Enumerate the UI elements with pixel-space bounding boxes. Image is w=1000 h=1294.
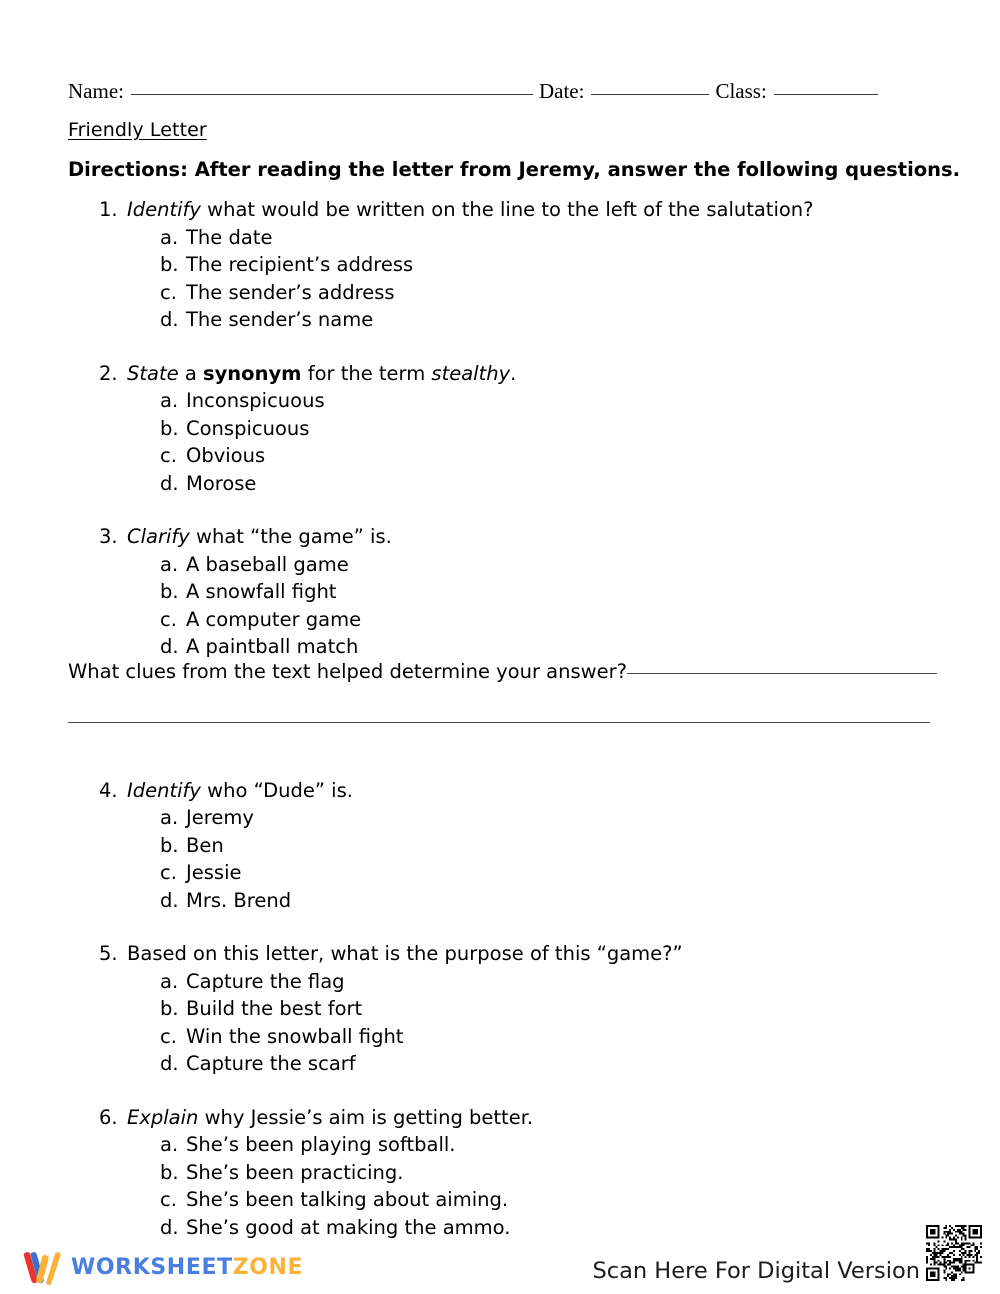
question-stem [0, 940, 1000, 968]
choice-letter: b. [160, 833, 179, 857]
question-text-part: Based on this letter, what is the purpose of this “game?” [127, 942, 683, 965]
choice-list [0, 804, 1000, 914]
question-text-part: a [178, 361, 203, 385]
free-response-block [68, 658, 930, 686]
choice-letter: b. [160, 997, 179, 1020]
choice-letter: d. [160, 1052, 179, 1075]
choice-letter: a. [160, 806, 179, 829]
question-number: 3. [99, 525, 118, 548]
choice-text: Morose [186, 471, 257, 495]
question-stem [0, 523, 1000, 551]
choice-option[interactable] [0, 306, 1000, 334]
question-text [127, 777, 1000, 805]
choice-option[interactable] [0, 551, 1000, 579]
choice-letter: a. [160, 1133, 179, 1156]
choice-letter: c. [160, 1024, 177, 1048]
choice-text: Capture the flag [186, 969, 345, 993]
choice-option[interactable] [0, 804, 1000, 832]
free-response-prompt: What clues from the text helped determine your answer? [68, 660, 627, 683]
question-block [0, 523, 1000, 661]
choice-letter: b. [160, 416, 179, 440]
choice-text: Capture the scarf [186, 1052, 356, 1075]
date-blank-line[interactable] [591, 94, 709, 95]
choice-text: Obvious [186, 444, 266, 467]
question-number: 6. [99, 1105, 118, 1129]
question-stem [0, 1104, 1000, 1132]
name-label: Name: [68, 79, 124, 103]
question-verb: Clarify [127, 525, 190, 548]
choice-letter: a. [160, 969, 179, 993]
choice-letter: c. [160, 444, 177, 467]
choice-text: Win the snowball fight [186, 1024, 404, 1048]
class-blank-line[interactable] [774, 94, 878, 95]
choice-text: She’s good at making the ammo. [186, 1215, 511, 1239]
choice-option[interactable] [0, 415, 1000, 443]
free-response-line-2[interactable] [68, 722, 930, 723]
choice-option[interactable] [0, 968, 1000, 996]
choice-letter: b. [160, 253, 179, 276]
choice-letter: c. [160, 607, 177, 631]
question-text [127, 1104, 1000, 1132]
choice-text: Jeremy [186, 806, 254, 829]
question-text [127, 196, 1000, 224]
choice-option[interactable] [0, 1159, 1000, 1187]
choice-option[interactable] [0, 1023, 1000, 1051]
logo-word-zone: ZONE [232, 1255, 304, 1280]
question-term: stealthy [431, 361, 511, 385]
choice-option[interactable] [0, 995, 1000, 1023]
choice-option[interactable] [0, 606, 1000, 634]
worksheet-zone-logo[interactable] [22, 1246, 303, 1290]
question-text-part: what would be written on the line to the left of the salutation? [200, 198, 814, 221]
choice-option[interactable] [0, 633, 1000, 661]
choice-letter: c. [160, 280, 177, 304]
question-number: 1. [99, 198, 118, 221]
choice-option[interactable] [0, 1186, 1000, 1214]
choice-option[interactable] [0, 887, 1000, 915]
choice-letter: b. [160, 580, 179, 603]
question-verb: Identify [127, 198, 201, 221]
choice-text: The sender’s address [186, 280, 395, 304]
choice-letter: c. [160, 1188, 177, 1211]
scan-here-text: Scan Here For Digital Version [592, 1258, 920, 1284]
page-title: Friendly Letter [68, 119, 207, 141]
choice-list [0, 968, 1000, 1078]
choice-option[interactable] [0, 859, 1000, 887]
logo-word-worksheet: WORKSHEET [71, 1255, 233, 1280]
class-label: Class: [715, 79, 767, 103]
choice-text: Inconspicuous [186, 389, 325, 412]
choice-letter: a. [160, 389, 179, 412]
choice-option[interactable] [0, 279, 1000, 307]
choice-option[interactable] [0, 832, 1000, 860]
choice-letter: d. [160, 1215, 179, 1239]
choice-letter: d. [160, 308, 179, 331]
question-text-part: . [510, 361, 517, 385]
question-block [0, 940, 1000, 1078]
choice-letter: d. [160, 888, 179, 912]
choice-text: Ben [186, 833, 224, 857]
choice-text: Build the best fort [186, 997, 363, 1020]
qr-code-icon[interactable] [926, 1225, 982, 1281]
question-verb: Explain [127, 1105, 199, 1129]
choice-list [0, 551, 1000, 661]
question-text-part: why Jessie’s aim is getting better. [198, 1105, 534, 1129]
question-number: 2. [99, 361, 118, 385]
page-footer [0, 1220, 1000, 1294]
choice-option[interactable] [0, 442, 1000, 470]
choice-text: The recipient’s address [186, 253, 414, 276]
name-blank-line[interactable] [131, 94, 533, 95]
choice-text: The sender’s name [186, 308, 374, 331]
choice-text: She’s been practicing. [186, 1160, 404, 1184]
question-block [0, 196, 1000, 334]
choice-letter: d. [160, 635, 179, 658]
choice-text: She’s been talking about aiming. [186, 1188, 509, 1211]
choice-letter: a. [160, 225, 179, 249]
choice-letter: b. [160, 1160, 179, 1184]
question-number: 4. [99, 778, 118, 802]
choice-letter: d. [160, 471, 179, 495]
question-text [127, 523, 1000, 551]
question-stem [0, 196, 1000, 224]
choice-text: A computer game [186, 607, 362, 631]
choice-text: Jessie [186, 861, 242, 884]
choice-text: A baseball game [186, 552, 349, 576]
choice-text: She’s been playing softball. [186, 1133, 456, 1156]
choice-text: A paintball match [186, 635, 359, 658]
choice-text: Conspicuous [186, 416, 310, 440]
free-response-line-1[interactable] [627, 673, 937, 674]
choice-option[interactable] [0, 1131, 1000, 1159]
choice-letter: a. [160, 552, 179, 576]
directions-text: Directions: After reading the letter from Jeremy, answer the following questions. [68, 158, 961, 181]
choice-letter: c. [160, 861, 177, 884]
question-number: 5. [99, 942, 118, 965]
choice-option[interactable] [0, 387, 1000, 415]
choice-option[interactable] [0, 224, 1000, 252]
choice-option[interactable] [0, 578, 1000, 606]
choice-text: Mrs. Brend [186, 888, 292, 912]
question-list [0, 196, 1000, 1241]
question-stem [0, 360, 1000, 388]
question-keyword: synonym [202, 361, 302, 385]
question-text [127, 360, 1000, 388]
logo-wordmark [71, 1257, 303, 1279]
question-verb: Identify [127, 778, 201, 802]
question-stem [0, 777, 1000, 805]
question-text [127, 940, 1000, 968]
question-block [0, 360, 1000, 498]
question-verb: State [127, 361, 179, 385]
choice-option[interactable] [0, 1050, 1000, 1078]
logo-mark-icon [22, 1250, 62, 1286]
choice-list [0, 224, 1000, 334]
student-info-row [68, 78, 930, 104]
date-label: Date: [538, 79, 585, 103]
question-text-part: who “Dude” is. [200, 778, 353, 802]
choice-text: A snowfall fight [186, 580, 337, 603]
choice-text: The date [186, 225, 273, 249]
question-text-part: what “the game” is. [189, 525, 392, 548]
choice-option[interactable] [0, 470, 1000, 498]
choice-option[interactable] [0, 251, 1000, 279]
choice-list [0, 387, 1000, 497]
question-text-part: for the term [301, 361, 432, 385]
question-block [0, 777, 1000, 915]
